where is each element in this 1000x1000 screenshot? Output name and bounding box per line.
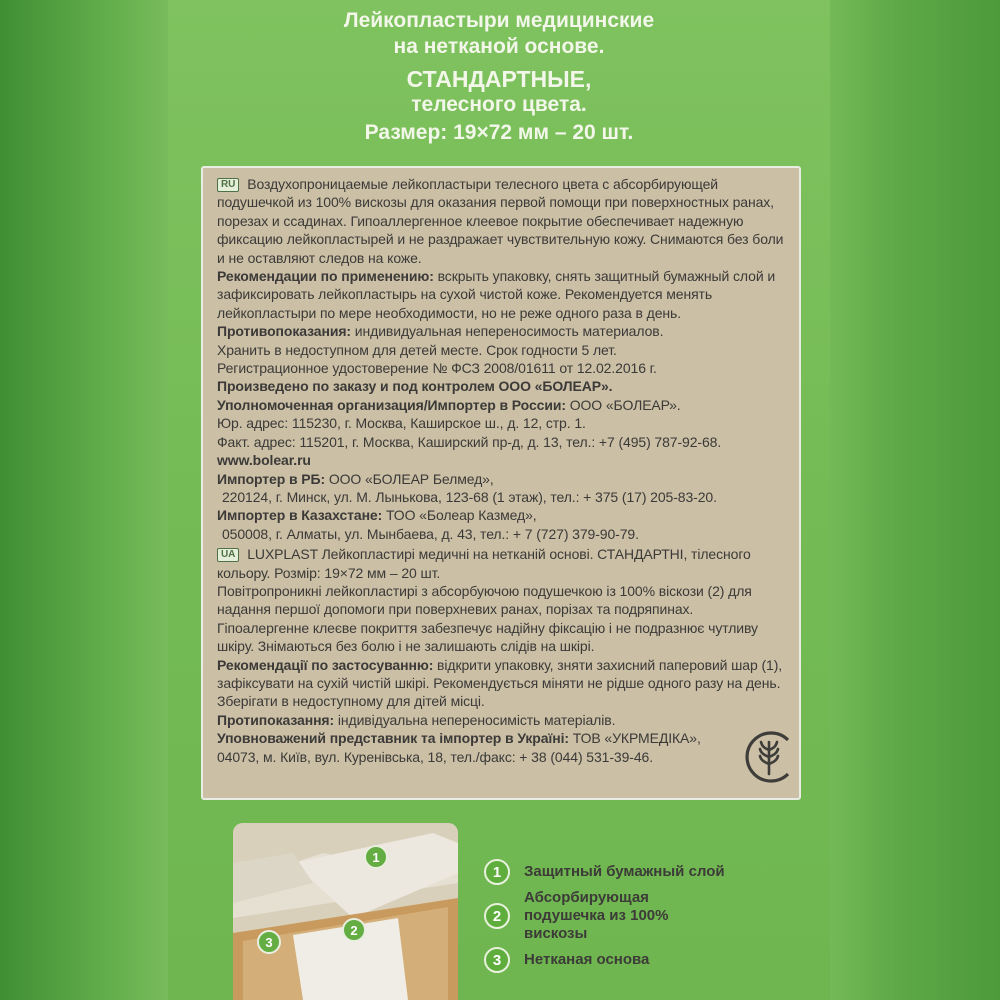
ua-language-tag: UA xyxy=(217,548,239,562)
legend xyxy=(484,852,804,984)
kz-importer-label: Импортер в Казахстане: xyxy=(217,507,383,524)
ua-representative xyxy=(217,729,789,766)
kz-importer xyxy=(217,506,789,524)
ru-contraindications xyxy=(217,322,789,340)
photo-label-1: 1 xyxy=(364,845,388,869)
rb-importer-label: Импортер в РБ: xyxy=(217,470,326,487)
ua-usage xyxy=(217,656,789,711)
ru-registration: Регистрационное удостоверение № ФСЗ 2008/01611 от 12.02.2016 г. xyxy=(217,360,657,377)
ru-produced-text: Произведено по заказу и под контролем ООО «БОЛЕАР». xyxy=(217,378,613,395)
ru-usage-label: Рекомендации по применению: xyxy=(217,268,434,285)
ua-contra-label: Протипоказання: xyxy=(217,711,335,728)
ru-legal-address: Юр. адрес: 115230, г. Москва, Каширское ш., д. 12, стр. 1. xyxy=(217,415,586,432)
header-line-3: СТАНДАРТНЫЕ, xyxy=(406,66,592,92)
ua-title-text: LUXPLAST Лейкопластирі медичні на нетканій основі. СТАНДАРТНІ, тілесного кольору. Розмір: 19×72 мм – 20 шт. xyxy=(217,546,751,581)
ru-contra-label: Противопоказания: xyxy=(217,323,351,340)
legend-text-3: Нетканая основа xyxy=(524,951,650,968)
rb-importer-text: ООО «БОЛЕАР Белмед», xyxy=(325,470,494,487)
kz-importer-text: ТОО «Болеар Казмед», xyxy=(382,507,537,524)
ua-usage-label: Рекомендації по застосуванню: xyxy=(217,656,434,673)
plaster-illustration xyxy=(233,823,458,1000)
ru-website xyxy=(217,451,789,469)
ru-description xyxy=(217,175,789,267)
legend-number-3: 3 xyxy=(484,947,510,973)
legend-item xyxy=(484,852,804,892)
ua-contra-text: індивідуальна непереносимість матеріалів. xyxy=(334,711,616,728)
header-line-5: Размер: 19×72 мм – 20 шт. xyxy=(364,121,634,144)
legend-item xyxy=(484,940,804,980)
ua-description: Повітропроникні лейкопластирі з абсорбуючою подушечкою із 100% віскози (2) для надання першої допомоги при поверхневих ранах, порізах та подряпинах. Гіпоалергенне клеєве покриття забезпечує надійну фіксацію і не подразнює чутливу шкіру. Знімаються без болю і не залишають слідів на шкірі. xyxy=(217,582,758,655)
ua-rep-text: ТОВ «УКРМЕДІКА», 04073, м. Київ, вул. Куренівська, 18, тел./факс: + 38 (044) 531-39-46. xyxy=(217,730,701,765)
plaster-drawing-icon xyxy=(233,823,458,1000)
ru-storage: Хранить в недоступном для детей месте. Срок годности 5 лет. xyxy=(217,341,617,358)
ru-description-text: Воздухопроницаемые лейкопластыри телесного цвета с абсорбирующей подушечкой из 100% вискозы для оказания первой помощи при поверхностных ранах, порезах и ссадинах. Гипоаллергенное клеевое покрытие обеспечивает надежную фиксацию лейкопластырей и не раздражает чувствительную кожу. Снимаются без боли и не оставляют следов на коже. xyxy=(217,176,784,266)
ua-usage-text: відкрити упаковку, зняти захисний паперовий шар (1), зафіксувати на сухій чистій шкірі. Рекомендується міняти не рідше одного разу на день. Зберігати в недоступному для дітей місці. xyxy=(217,656,783,710)
background-left xyxy=(0,0,168,1000)
ru-importer-label: Уполномоченная организация/Импортер в России: xyxy=(217,396,566,413)
ru-language-tag: RU xyxy=(217,178,239,192)
instructions-box xyxy=(201,166,801,800)
ru-contra-text: индивидуальная непереносимость материалов. xyxy=(350,323,664,340)
ru-produced xyxy=(217,377,789,395)
ua-contraindications xyxy=(217,711,789,729)
photo-label-2: 2 xyxy=(342,918,366,942)
header-line-4: телесного цвета. xyxy=(411,93,587,116)
ukraine-conformity-mark-icon xyxy=(738,726,800,788)
ua-title xyxy=(217,545,789,582)
ru-importer-text: ООО «БОЛЕАР». xyxy=(565,396,681,413)
kz-address: 050008, г. Алматы, ул. Мынбаева, д. 43, тел.: + 7 (727) 379-90-79. xyxy=(222,525,639,542)
ru-usage xyxy=(217,267,789,322)
ru-fact-address: Факт. адрес: 115201, г. Москва, Каширский пр-д, д. 13, тел.: +7 (495) 787-92-68. xyxy=(217,433,722,450)
product-header xyxy=(168,0,830,162)
photo-label-3: 3 xyxy=(257,930,281,954)
header-line-1: Лейкопластыри медицинские xyxy=(343,9,655,32)
rb-address: 220124, г. Минск, ул. М. Лынькова, 123-68 (1 этаж), тел.: + 375 (17) 205-83-20. xyxy=(222,488,717,505)
legend-item xyxy=(484,889,804,942)
legend-number-2: 2 xyxy=(484,903,510,929)
ua-rep-label: Уповноважений представник та імпортер в Україні: xyxy=(217,730,569,747)
ru-importer xyxy=(217,396,789,414)
background-right xyxy=(830,0,1000,1000)
ru-usage-text: вскрыть упаковку, снять защитный бумажный слой и зафиксировать лейкопластырь на сухой чистой коже. Рекомендуется менять лейкопластыри по мере необходимости, но не реже одного раза в день. xyxy=(217,268,776,321)
header-line-2: на нетканой основе. xyxy=(393,35,605,58)
legend-text-2: Абсорбирующая подушечка из 100% вискозы xyxy=(524,889,669,942)
ru-website-text: www.bolear.ru xyxy=(217,452,311,469)
rb-importer xyxy=(217,470,789,488)
legend-number-1: 1 xyxy=(484,859,510,885)
legend-text-1: Защитный бумажный слой xyxy=(524,863,725,880)
